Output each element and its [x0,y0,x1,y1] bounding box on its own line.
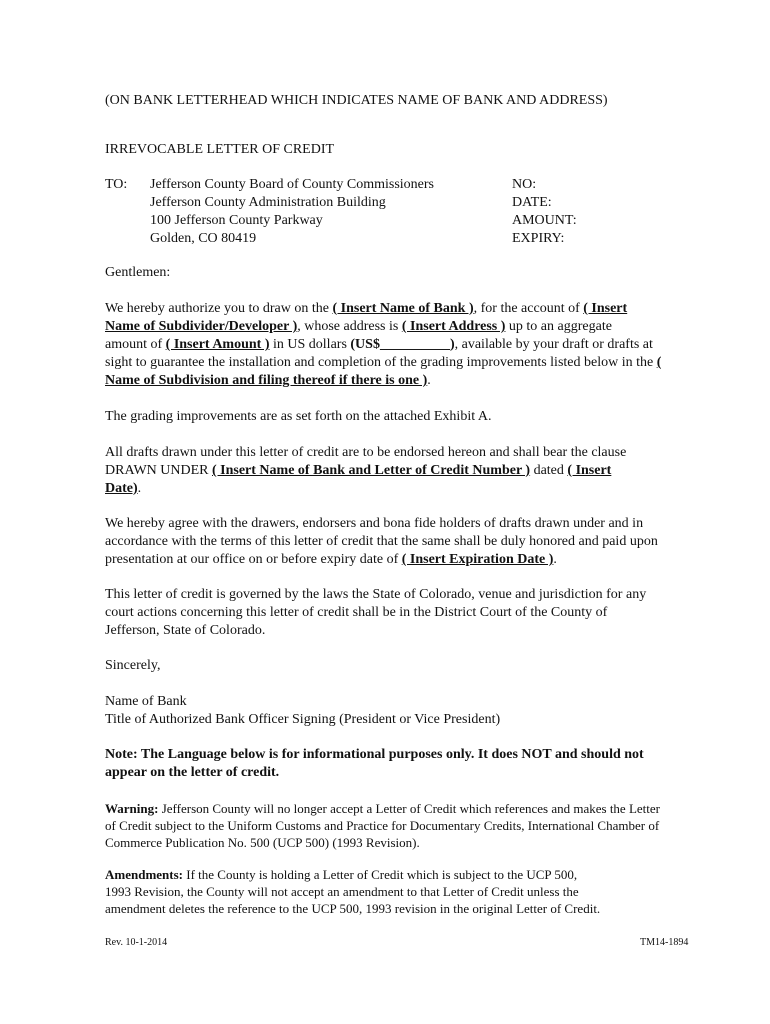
field-expiry: EXPIRY: [512,231,565,246]
salutation: Gentlemen: [105,265,171,280]
p1-text: in US dollars [269,337,351,352]
p3-text: dated [530,463,568,478]
p1-text: amount of [105,337,166,352]
placeholder-usd: (US$__________) [350,337,455,352]
placeholder-address: ( Insert Address ) [401,319,506,334]
amendments-line-2: 1993 Revision, the County will not accept an amendment to that Letter of Credit unless the [105,884,579,899]
closing: Sincerely, [105,658,161,673]
p4-text: presentation at our office on or before expiry date of [105,552,402,567]
p1-line-1 [105,300,627,318]
warning-label: Warning: [105,801,159,816]
field-no: NO: [512,177,537,192]
document-title: IRREVOCABLE LETTER OF CREDIT [105,142,335,157]
p3-text: . [137,481,142,496]
amendments-label: Amendments: [105,867,183,882]
p1-text: up to an aggregate [505,319,612,334]
p1-line-4 [105,354,661,372]
signature-bank-name: Name of Bank [105,694,187,709]
placeholder-subdivision: Name of Subdivision and filing thereof if there is one ) [105,373,428,388]
placeholder-subdivider: Name of Subdivider/Developer ) [105,319,298,334]
p1-text: , whose address is [297,319,402,334]
p5-line-2: court actions concerning this letter of credit shall be in the District Court of the County of [105,605,608,620]
amendments-line-1 [105,866,577,884]
p1-text: , available by your draft or drafts at [454,337,653,352]
p1-text: . [427,373,431,388]
placeholder-insert: ( Insert [567,463,612,478]
placeholder-open: ( [656,355,662,370]
field-amount: AMOUNT: [512,213,577,228]
warning-line-1 [105,800,660,818]
placeholder-expiration: ( Insert Expiration Date ) [401,552,554,567]
amendments-text: If the County is holding a Letter of Credit which is subject to the UCP 500, [183,867,578,882]
field-date: DATE: [512,195,552,210]
footer-revision: Rev. 10-1-2014 [105,937,168,948]
p1-line-2 [105,318,612,336]
p5-line-3: Jefferson, State of Colorado. [105,623,266,638]
p1-line-5 [105,372,431,390]
note-line-1: Note: The Language below is for informational purposes only. It does NOT and should not [105,747,644,762]
p5-line-1: This letter of credit is governed by the laws the State of Colorado, venue and jurisdiction for any [105,587,647,602]
placeholder-insert: ( Insert [583,301,628,316]
p3-line-1: All drafts drawn under this letter of credit are to be endorsed hereon and shall bear the clause [105,445,627,460]
p1-text: sight to guarantee the installation and completion of the grading improvements listed below in the [105,355,657,370]
to-line-2: Jefferson County Administration Building [150,195,386,210]
placeholder-bank-name: ( Insert Name of Bank ) [332,301,474,316]
p2-line: The grading improvements are as set forth on the attached Exhibit A. [105,409,492,424]
letterhead-note: (ON BANK LETTERHEAD WHICH INDICATES NAME OF BANK AND ADDRESS) [105,93,608,108]
p3-line-3 [105,480,141,498]
p4-line-1: We hereby agree with the drawers, endorsers and bona fide holders of drafts drawn under and in [105,516,644,531]
signature-officer-title: Title of Authorized Bank Officer Signing (President or Vice President) [105,712,501,727]
placeholder-bank-loc-number: ( Insert Name of Bank and Letter of Credit Number ) [211,463,531,478]
p1-line-3 [105,336,653,354]
to-line-4: Golden, CO 80419 [150,231,257,246]
p4-text: . [553,552,557,567]
p1-text: We hereby authorize you to draw on the [105,301,333,316]
warning-line-3: Commerce Publication No. 500 (UCP 500) (1993 Revision). [105,835,420,850]
note-line-2: appear on the letter of credit. [105,765,280,780]
p3-line-2 [105,462,611,480]
footer-form-number: TM14-1894 [640,937,689,948]
to-label: TO: [105,177,128,192]
amendments-line-3: amendment deletes the reference to the UCP 500, 1993 revision in the original Letter of Credit. [105,901,601,916]
p4-line-2: accordance with the terms of this letter of credit that the same shall be duly honored and paid upon [105,534,658,549]
p1-text: , for the account of [473,301,584,316]
to-line-3: 100 Jefferson County Parkway [150,213,323,228]
placeholder-date: Date) [105,481,138,496]
p3-text: DRAWN UNDER [105,463,212,478]
warning-line-2: of Credit subject to the Uniform Customs and Practice for Documentary Credits, International Chamber of [105,818,660,833]
p4-line-3 [105,551,557,569]
warning-text: Jefferson County will no longer accept a Letter of Credit which references and makes the Letter [158,801,660,816]
to-line-1: Jefferson County Board of County Commissioners [150,177,435,192]
placeholder-amount: ( Insert Amount ) [165,337,270,352]
